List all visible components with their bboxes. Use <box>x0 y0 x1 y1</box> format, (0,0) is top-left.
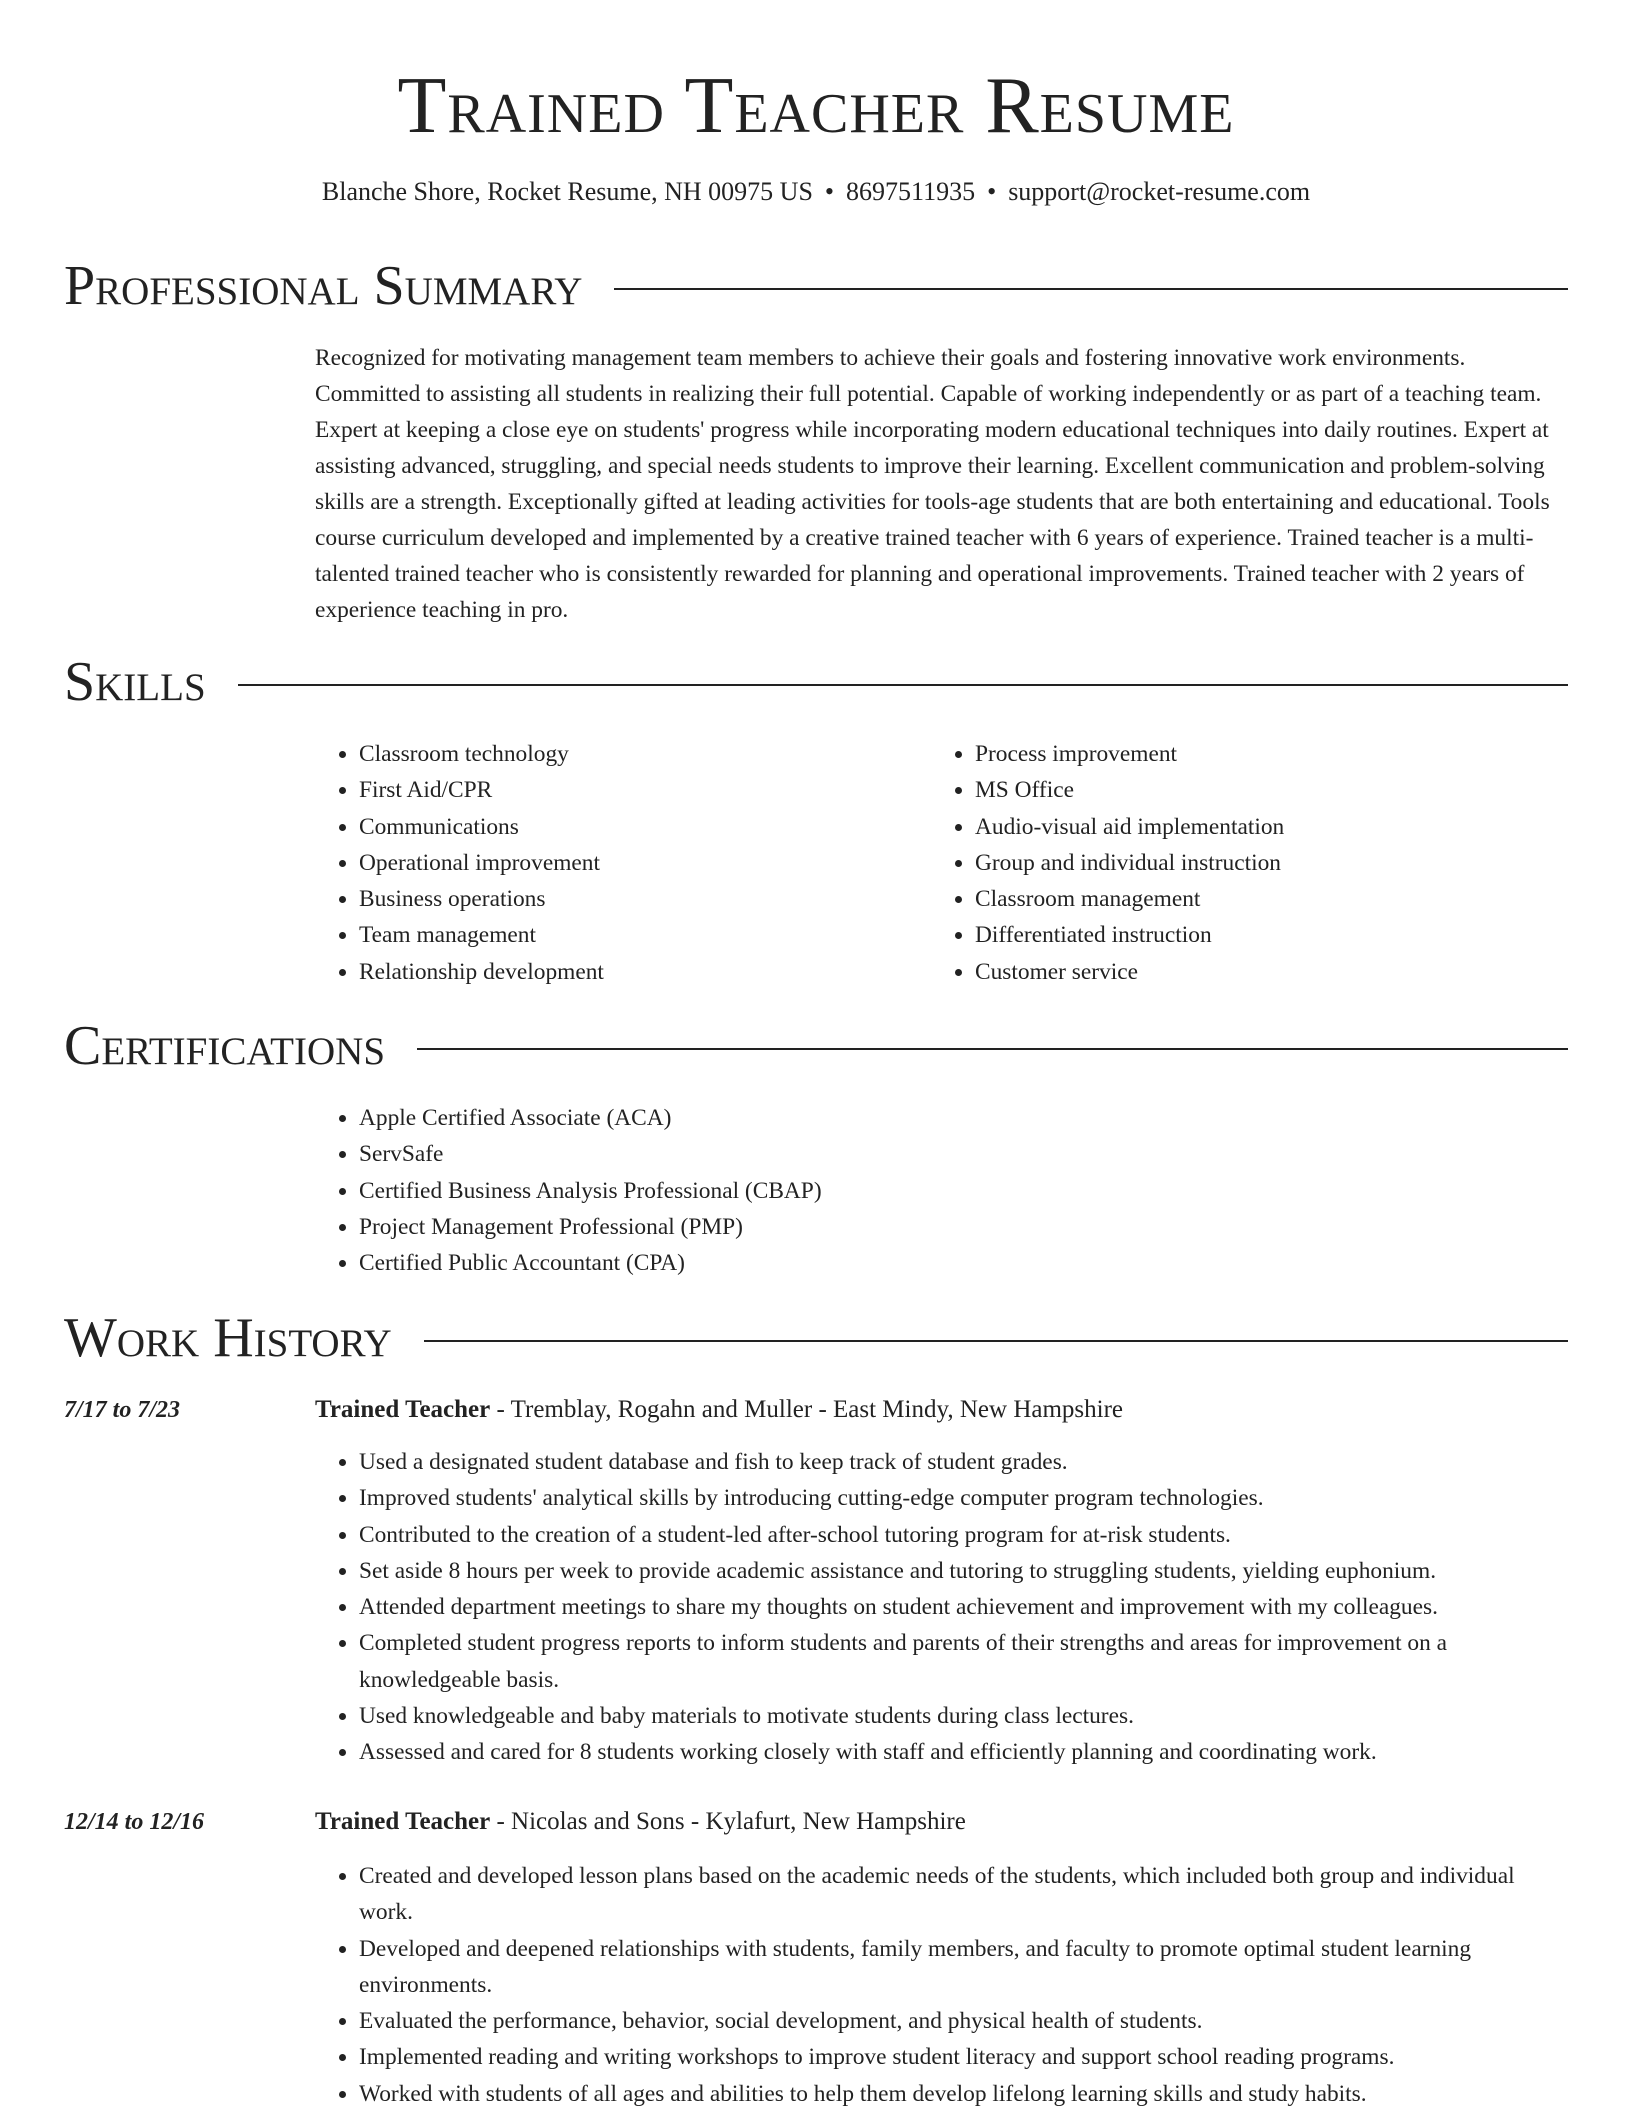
job-bullets <box>315 1858 1570 2112</box>
work-history-section-header <box>64 1302 1568 1374</box>
skill-item: • Differentiated instruction <box>975 917 1531 953</box>
contact-separator: • <box>824 177 835 206</box>
summary-section-header <box>64 250 1568 322</box>
job-dates: 12/14 to 12/16 <box>64 1809 205 1835</box>
certification-item: • Apple Certified Associate (ACA) <box>359 1100 1515 1136</box>
job-bullet: • Worked with students of all ages and abilities to help them develop lifelong learning skills and study habits. <box>359 2076 1570 2112</box>
contact-phone: 8697511935 <box>846 177 976 206</box>
work-history-heading: Work History <box>64 1307 392 1369</box>
job-employer: - Tremblay, Rogahn and Muller - East Mindy, New Hampshire <box>490 1396 1124 1423</box>
section-divider <box>424 1340 1568 1342</box>
contact-line <box>0 172 1632 212</box>
certification-item: • ServSafe <box>359 1136 1515 1172</box>
skill-item: • Communications <box>359 809 915 845</box>
skill-item: • First Aid/CPR <box>359 772 915 808</box>
skill-item: • Business operations <box>359 881 915 917</box>
contact-address: Blanche Shore, Rocket Resume, NH 00975 US <box>321 177 813 206</box>
summary-text: Recognized for motivating management team members to achieve their goals and fostering innovative work environments. Committed to assisting all students in realizing their full potential. Capable of working independently or as part of a teaching team. Expert at keeping a close eye on students' progress while incorporating modern educational techniques into daily routines. Expert at assisting advanced, struggling, and special needs students to improve their learning. Excellent communication and problem-solving skills are a strength. Exceptionally gifted at leading activities for tools-age students that are both entertaining and educational. Tools course curriculum developed and implemented by a creative trained teacher with 6 years of experience. Trained teacher is a multi-talented trained teacher who is consistently rewarded for planning and operational improvements. Trained teacher with 2 years of experience teaching in pro. <box>315 345 1550 623</box>
resume-title: Trained Teacher Resume <box>397 62 1235 150</box>
job-title: Trained Teacher <box>315 1808 491 1835</box>
contact-email: support@rocket-resume.com <box>1008 177 1311 206</box>
contact-separator: • <box>987 177 997 206</box>
job-title-line <box>315 1804 966 1840</box>
job-employer: - Nicolas and Sons - Kylafurt, New Hampshire <box>490 1808 966 1835</box>
job-bullet: • Improved students' analytical skills by introducing cutting-edge computer program technologies. <box>359 1480 1570 1516</box>
job-bullet: • Implemented reading and writing workshops to improve student literacy and support school reading programs. <box>359 2039 1570 2075</box>
certification-item: • Certified Public Accountant (CPA) <box>359 1245 1515 1281</box>
job-bullet: • Completed student progress reports to inform students and parents of their strengths and areas for improvement on a knowledgeable basis. <box>359 1625 1570 1698</box>
job-bullet: • Used a designated student database and fish to keep track of student grades. <box>359 1444 1570 1480</box>
skill-item: • Classroom management <box>975 881 1531 917</box>
job-bullet: • Set aside 8 hours per week to provide academic assistance and tutoring to struggling students, yielding euphonium. <box>359 1553 1570 1589</box>
job-bullet: • Used knowledgeable and baby materials to motivate students during class lectures. <box>359 1698 1570 1734</box>
job-title-line <box>315 1392 1123 1428</box>
skill-item: • Classroom technology <box>359 736 915 772</box>
skill-item: • MS Office <box>975 772 1531 808</box>
skills-section-header <box>64 646 1568 718</box>
skill-item: • Relationship development <box>359 954 915 990</box>
section-divider <box>417 1048 1568 1050</box>
certifications-heading: Certifications <box>64 1015 386 1077</box>
job-bullets <box>315 1444 1570 1771</box>
section-divider <box>614 288 1568 290</box>
skill-item: • Team management <box>359 917 915 953</box>
skill-item: • Audio-visual aid implementation <box>975 809 1531 845</box>
job-title: Trained Teacher <box>315 1396 491 1423</box>
job-bullet: • Developed and deepened relationships with students, family members, and faculty to promote optimal student learning environments. <box>359 1931 1570 2004</box>
job-bullet: • Created and developed lesson plans based on the academic needs of the students, which included both group and individual work. <box>359 1858 1570 1931</box>
job-bullet: • Assessed and cared for 8 students working closely with staff and efficiently planning and coordinating work. <box>359 1734 1570 1770</box>
certification-item: • Certified Business Analysis Professional (CBAP) <box>359 1173 1515 1209</box>
skill-item: • Group and individual instruction <box>975 845 1531 881</box>
skills-left-column <box>315 736 915 990</box>
certifications-list <box>315 1100 1515 1281</box>
section-divider <box>238 684 1568 686</box>
summary-heading: Professional Summary <box>64 255 583 317</box>
certification-item: • Project Management Professional (PMP) <box>359 1209 1515 1245</box>
skill-item: • Customer service <box>975 954 1531 990</box>
certifications-section-header <box>64 1010 1568 1082</box>
skills-heading: Skills <box>64 651 206 713</box>
job-bullet: • Contributed to the creation of a student-led after-school tutoring program for at-risk students. <box>359 1517 1570 1553</box>
skill-item: • Operational improvement <box>359 845 915 881</box>
skills-right-column <box>931 736 1531 990</box>
job-bullet: • Attended department meetings to share my thoughts on student achievement and improvement with my colleagues. <box>359 1589 1570 1625</box>
skill-item: • Process improvement <box>975 736 1531 772</box>
job-dates: 7/17 to 7/23 <box>64 1397 181 1423</box>
job-bullet: • Evaluated the performance, behavior, social development, and physical health of students. <box>359 2003 1570 2039</box>
